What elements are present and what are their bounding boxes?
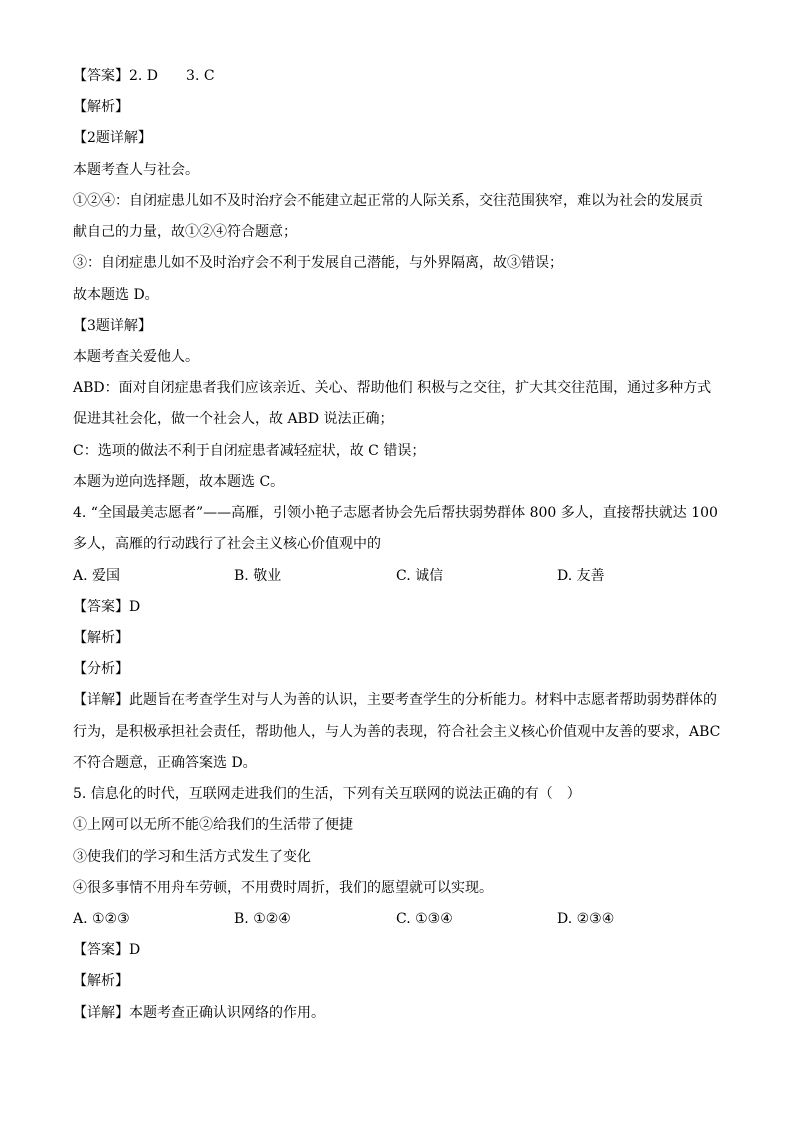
answer-line: 【答案】2. D 3. C [73,68,215,84]
q4-option-c: C. 诚信 [396,568,444,584]
text-line: 本题为逆向选择题，故本题选 C。 [73,474,285,490]
q4-option-b: B. 敬业 [234,568,282,584]
text-line: ABD：面对自闭症患者我们应该亲近、关心、帮助他们 积极与之交往，扩大其交往范围，通过多种方式 [73,380,712,396]
answer-line: 【答案】D [73,599,141,615]
analysis-heading: 【解析】 [73,99,129,115]
q5-option-b: B. ①②④ [234,911,291,927]
text-line: 献自己的力量，故①②④符合题意； [73,224,297,240]
q5-option-c: C. ①③④ [396,911,453,927]
q3-detail-heading: 【3题详解】 [73,318,152,334]
analysis-heading: 【解析】 [73,630,129,646]
text-line: ③：自闭症患儿如不及时治疗会不利于发展自己潜能，与外界隔离，故③错误； [73,255,563,271]
text-line: 本题考查关爱他人。 [73,349,199,365]
text-line: ①②④：自闭症患儿如不及时治疗会不能建立起正常的人际关系，交往范围狭窄，难以为社会的发展贡 [73,193,703,209]
text-line: C：选项的做法不利于自闭症患者减轻症状，故 C 错误； [73,443,426,459]
analysis-subheading: 【分析】 [73,661,129,677]
q5-option-a: A. ①②③ [73,911,130,927]
text-line: ③使我们的学习和生活方式发生了变化 [73,849,311,865]
text-line: 【详解】本题考查正确认识网络的作用。 [73,1005,325,1021]
q4-option-d: D. 友善 [557,568,605,584]
question-4-cont: 多人，高雁的行动践行了社会主义核心价值观中的 [73,536,381,552]
question-5: 5. 信息化的时代，互联网走进我们的生活，下列有关互联网的说法正确的有（ ） [73,786,581,802]
text-line: 行为，是积极承担社会责任，帮助他人，与人为善的表现，符合社会主义核心价值观中友善的要求，ABC [73,724,721,740]
text-line: ①上网可以无所不能②给我们的生活带了便捷 [73,817,353,833]
answer-line: 【答案】D [73,942,141,958]
text-line: 【详解】此题旨在考查学生对与人为善的认识，主要考查学生的分析能力。材料中志愿者帮助弱势群体的 [73,692,717,708]
analysis-heading: 【解析】 [73,973,129,989]
text-line: 故本题选 D。 [73,287,159,303]
question-4: 4. “全国最美志愿者”——高雁，引领小艳子志愿者协会先后帮扶弱势群体 800 多人，直接帮扶就达 100 [73,505,718,521]
text-line: 促进其社会化，做一个社会人，故 ABD 说法正确； [73,411,394,427]
text-line: ④很多事情不用舟车劳顿，不用费时周折，我们的愿望就可以实现。 [73,880,493,896]
q2-detail-heading: 【2题详解】 [73,130,152,146]
text-line: 本题考查人与社会。 [73,162,199,178]
text-line: 不符合题意，正确答案选 D。 [73,755,257,771]
q5-option-d: D. ②③④ [557,911,615,927]
q4-option-a: A. 爱国 [73,568,121,584]
